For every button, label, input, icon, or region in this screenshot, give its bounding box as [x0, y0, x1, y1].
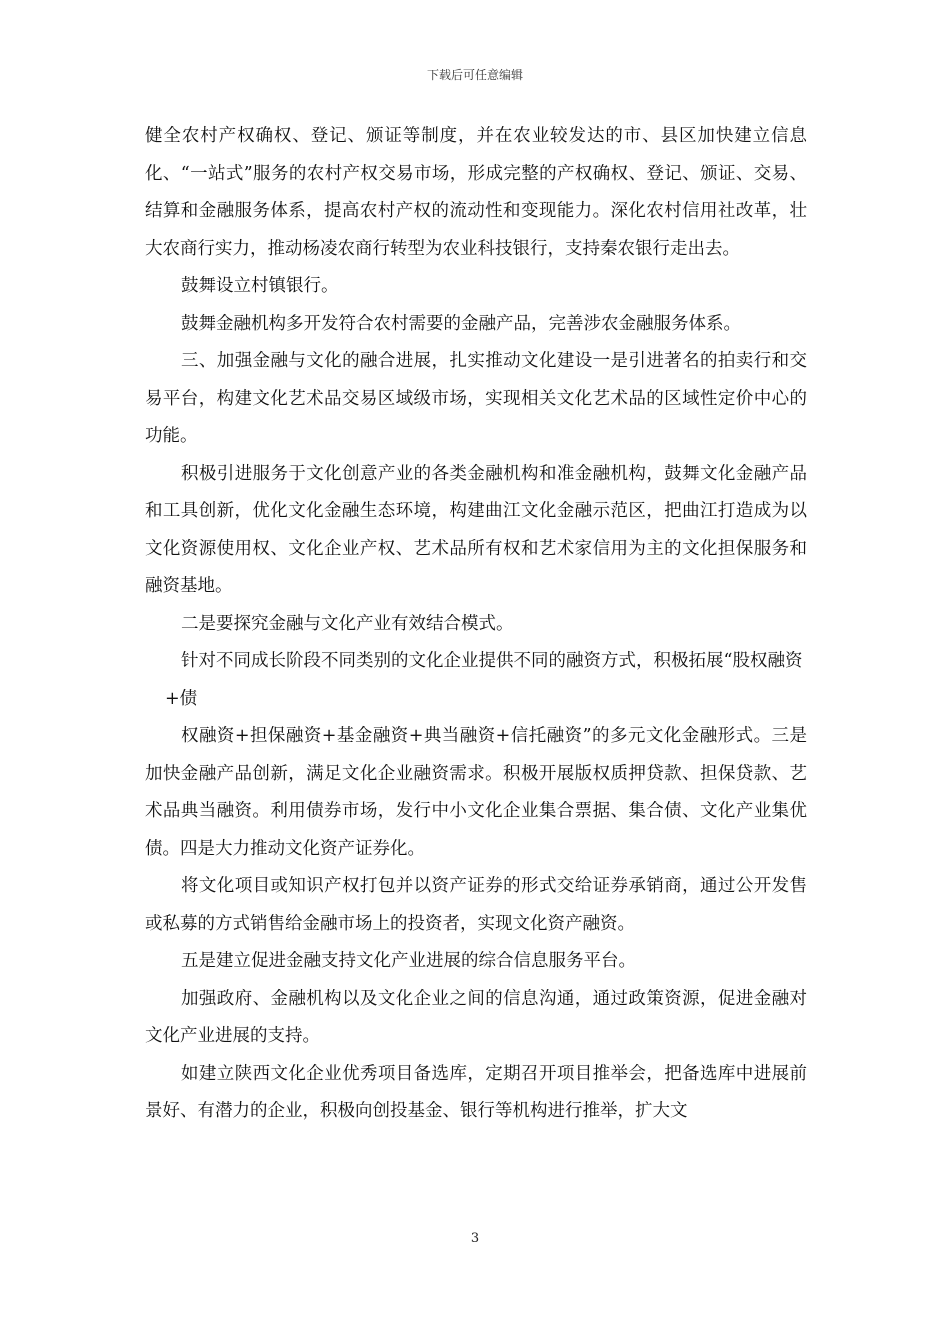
paragraph-rural-property-rights: 健全农村产权确权、登记、颁证等制度，并在农业较发达的市、县区加快建立信息化、“一站式”服务的农村产权交易市场，形成完整的产权确权、登记、颁证、交易、结算和金融服务体系，提高农村产权的流动性和变现能力。深化农村信用社改革，壮大农商行实力，推动杨凌农商行转型为农业科技银行，支持秦农银行走出去。: [145, 126, 807, 259]
paragraph-point-two: 二是要探究金融与文化产业有效结合模式。: [181, 613, 514, 634]
paragraph-village-banks: 鼓舞设立村镇银行。: [181, 276, 339, 296]
paragraph-financing-methods: 针对不同成长阶段不同类别的文化企业提供不同的融资方式，积极拓展“股权融资: [181, 651, 803, 671]
paragraph-project-reserve: 如建立陕西文化企业优秀项目备选库，定期召开项目推举会，把备选库中进展前景好、有潜力的企业，积极向创投基金、银行等机构进行推举，扩大文: [145, 1063, 807, 1121]
paragraph-asset-securitization: 将文化项目或知识产权打包并以资产证券的形式交给证券承销商，通过公开发售或私募的方式销售给金融市场上的投资者，实现文化资产融资。: [145, 876, 807, 934]
document-body: [145, 118, 807, 1131]
paragraph-information-communication: 加强政府、金融机构以及文化企业之间的信息沟通，通过政策资源，促进金融对文化产业进展的支持。: [145, 988, 807, 1046]
paragraph-debt-fragment: +债: [165, 688, 198, 709]
paragraph-qujiang-demo-zone: 积极引进服务于文化创意产业的各类金融机构和准金融机构，鼓舞文化金融产品和工具创新，优化文化金融生态环境，构建曲江文化金融示范区，把曲江打造成为以文化资源使用权、文化企业产权、艺术品所有权和艺术家信用为主的文化担保服务和融资基地。: [145, 463, 807, 596]
paragraph-financing-forms: 权融资+担保融资+基金融资+典当融资+信托融资”的多元文化金融形式。三是加快金融产品创新，满足文化企业融资需求。积极开展版权质押贷款、担保贷款、艺术品典当融资。利用债券市场，发行中小文化企业集合票据、集合债、文化产业集优债。四是大力推动文化资产证券化。: [145, 726, 807, 859]
paragraph-point-five: 五是建立促进金融支持文化产业进展的综合信息服务平台。: [181, 951, 636, 971]
paragraph-rural-financial-products: 鼓舞金融机构多开发符合农村需要的金融产品，完善涉农金融服务体系。: [181, 313, 741, 334]
page-header-note: 下载后可任意编辑: [426, 68, 523, 82]
page-number: 3: [470, 1231, 480, 1246]
paragraph-section-three: 三、加强金融与文化的融合进展，扎实推动文化建设一是引进著名的拍卖行和交易平台，构建文化艺术品交易区域级市场，实现相关文化艺术品的区域性定价中心的功能。: [145, 351, 807, 446]
